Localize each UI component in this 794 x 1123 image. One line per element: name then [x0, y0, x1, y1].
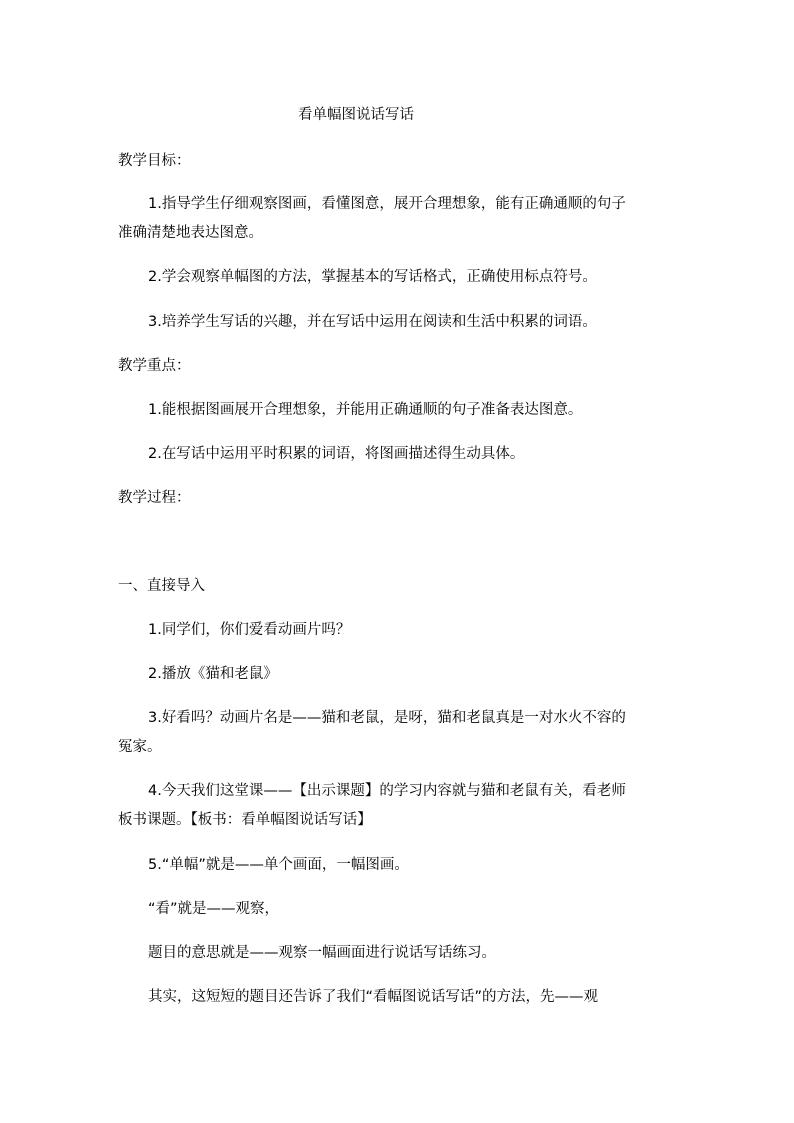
objective-2: 2.学会观察单幅图的方法，掌握基本的写话格式，正确使用标点符号。	[148, 269, 597, 285]
part-one-line-5: 5.“单幅”就是——单个画面，一幅图画。	[148, 857, 409, 873]
key-point-1: 1.能根据图画展开合理想象，并能用正确通顺的句子准备表达图意。	[148, 402, 583, 418]
objective-3: 3.培养学生写话的兴趣，并在写话中运用在阅读和生活中积累的词语。	[148, 314, 597, 330]
part-one-line-1: 1.同学们，你们爱看动画片吗？	[148, 622, 351, 638]
section-heading-key-points: 教学重点：	[118, 358, 191, 374]
section-heading-objectives: 教学目标：	[118, 153, 191, 169]
part-one-line-4-continued: 板书课题。【板书：看单幅图说话写话】	[118, 812, 372, 828]
section-heading-process: 教学过程：	[118, 490, 191, 506]
part-one-line-3-continued: 冤家。	[118, 739, 162, 755]
objective-1-continued: 准确清楚地表达图意。	[118, 225, 263, 241]
part-one-heading: 一、直接导入	[118, 578, 205, 594]
part-one-line-6: “看”就是——观察，	[148, 901, 280, 917]
document-title: 看单幅图说话写话	[298, 107, 414, 123]
part-one-line-7: 题目的意思就是——观察一幅画面进行说话写话练习。	[148, 945, 496, 961]
objective-1: 1.指导学生仔细观察图画，看懂图意，展开合理想象，能有正确通顺的句子	[148, 196, 626, 212]
part-one-line-3: 3.好看吗？动画片名是——猫和老鼠，是呀，猫和老鼠真是一对水火不容的	[148, 710, 626, 726]
key-point-2: 2.在写话中运用平时积累的词语，将图画描述得生动具体。	[148, 446, 525, 462]
part-one-line-2: 2.播放《猫和老鼠》	[148, 666, 278, 682]
part-one-line-4: 4.今天我们这堂课——【出示课题】的学习内容就与猫和老鼠有关，看老师	[148, 783, 626, 799]
part-one-line-8: 其实，这短短的题目还告诉了我们“看幅图说话写话”的方法，先——观	[148, 989, 599, 1005]
